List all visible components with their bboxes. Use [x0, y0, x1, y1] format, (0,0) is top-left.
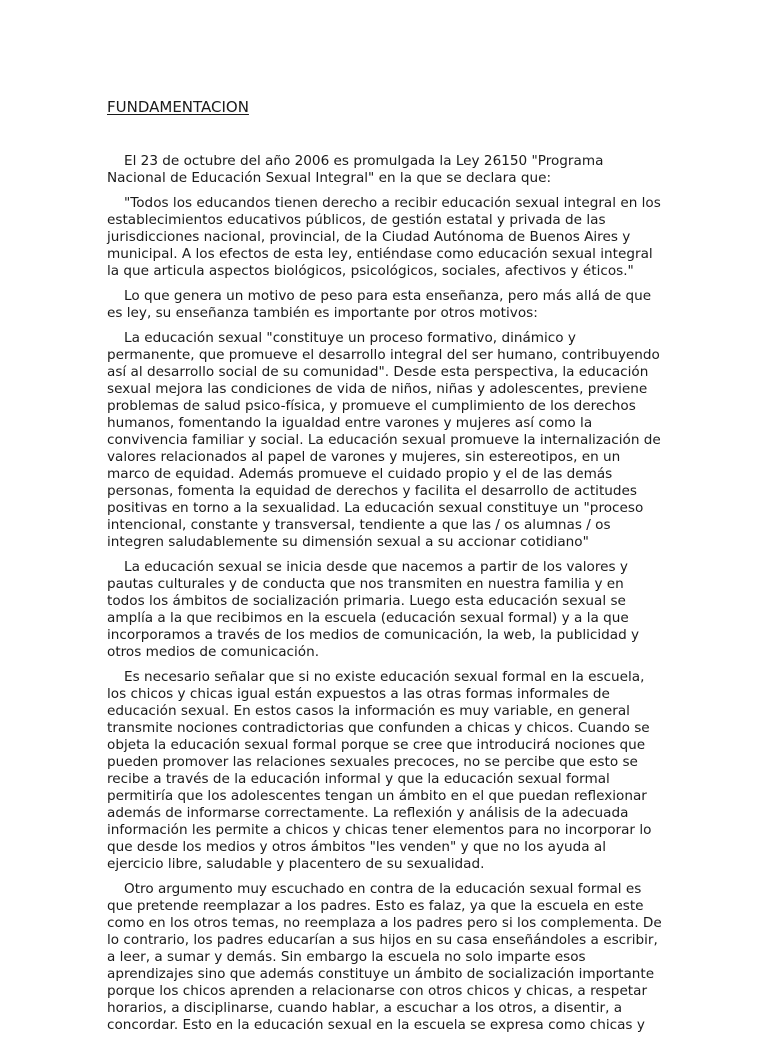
paragraph-informal-education: Es necesario señalar que si no existe educación sexual formal en la escuela, los chicos y chicas igual están expuestos a las otras formas informales de educación sexual. En estos casos la información es muy variable, en general transmite nociones contradictorias que confunden a chicas y chicos. Cuando se objeta la educación sexual formal porque se cree que introducirá nociones que pueden promover las relaciones sexuales precoces, no se percibe que esto se recibe a través de la educación informal y que la educación sexual formal permitiría que los adolescentes tengan un ámbito en el que puedan reflexionar además de informarse correctamente. La reflexión y análisis de la adecuada información les permite a chicos y chicas tener elementos para no incorporar lo que desde los medios y otros ámbitos "les venden" y que no los ayuda al ejercicio libre, saludable y placentero de su sexualidad. [107, 669, 652, 872]
paragraph-motivation: Lo que genera un motivo de peso para esta enseñanza, pero más allá de que es ley, su enseñanza también es importante por otros motivos: [107, 288, 652, 321]
paragraph-origins: La educación sexual se inicia desde que nacemos a partir de los valores y pautas culturales y de conducta que nos transmiten en nuestra familia y en todos los ámbitos de socialización primaria. Luego esta educación sexual se amplía a la que recibimos en la escuela (educación sexual formal) y a la que incorporamos a través de los medios de comunicación, la web, la publicidad y otros medios de comunicación. [107, 559, 640, 660]
paragraph-parents-argument: Otro argumento muy escuchado en contra de la educación sexual formal es que pretende reemplazar a los padres. Esto es falaz, ya que la escuela en este como en los otros temas, no reemplaza a los padres pero si los complementa. De lo contrario, los padres educarían a sus hijos en su casa enseñándoles a escribir, a leer, a sumar y demás. Sin embargo la escuela no solo imparte esos aprendizajes sino que además constituye un ámbito de socialización importante porque los chicos aprenden a relacionarse con otros chicos y chicas, a respetar horarios, a disciplinarse, cuando hablar, a escuchar a los otros, a disentir, a concordar. Esto en la educación sexual en la escuela se expresa como chicas y [107, 881, 662, 1033]
paragraph-definition: La educación sexual "constituye un proceso formativo, dinámico y permanente, que promueve el desarrollo integral del ser humano, contribuyendo así al desarrollo social de su comunidad". Desde esta perspectiva, la educación sexual mejora las condiciones de vida de niños, niñas y adolescentes, previene problemas de salud psico-física, y promueve el cumplimiento de los derechos humanos, fomentando la igualdad entre varones y mujeres así como la convivencia familiar y social. La educación sexual promueve la internalización de valores relacionados al papel de varones y mujeres, sin estereotipos, en un marco de equidad. Además promueve el cuidado propio y el de las demás personas, fomenta la equidad de derechos y facilita el desarrollo de actitudes positivas en torno a la sexualidad. La educación sexual constituye un "proceso intencional, constante y transversal, tendiente a que las / os alumnas / os integren saludablemente su dimensión sexual a su accionar cotidiano" [107, 330, 661, 550]
paragraph-law-quote: "Todos los educandos tienen derecho a recibir educación sexual integral en los establecimientos educativos públicos, de gestión estatal y privada de las jurisdicciones nacional, provincial, de la Ciudad Autónoma de Buenos Aires y municipal. A los efectos de esta ley, entiéndase como educación sexual integral la que articula aspectos biológicos, psicológicos, sociales, afectivos y éticos." [107, 195, 661, 279]
document-title: FUNDAMENTACION [107, 98, 249, 116]
paragraph-law-intro: El 23 de octubre del año 2006 es promulgada la Ley 26150 "Programa Nacional de Educación Sexual Integral" en la que se declara que: [107, 153, 604, 186]
document-body [107, 97, 663, 1042]
